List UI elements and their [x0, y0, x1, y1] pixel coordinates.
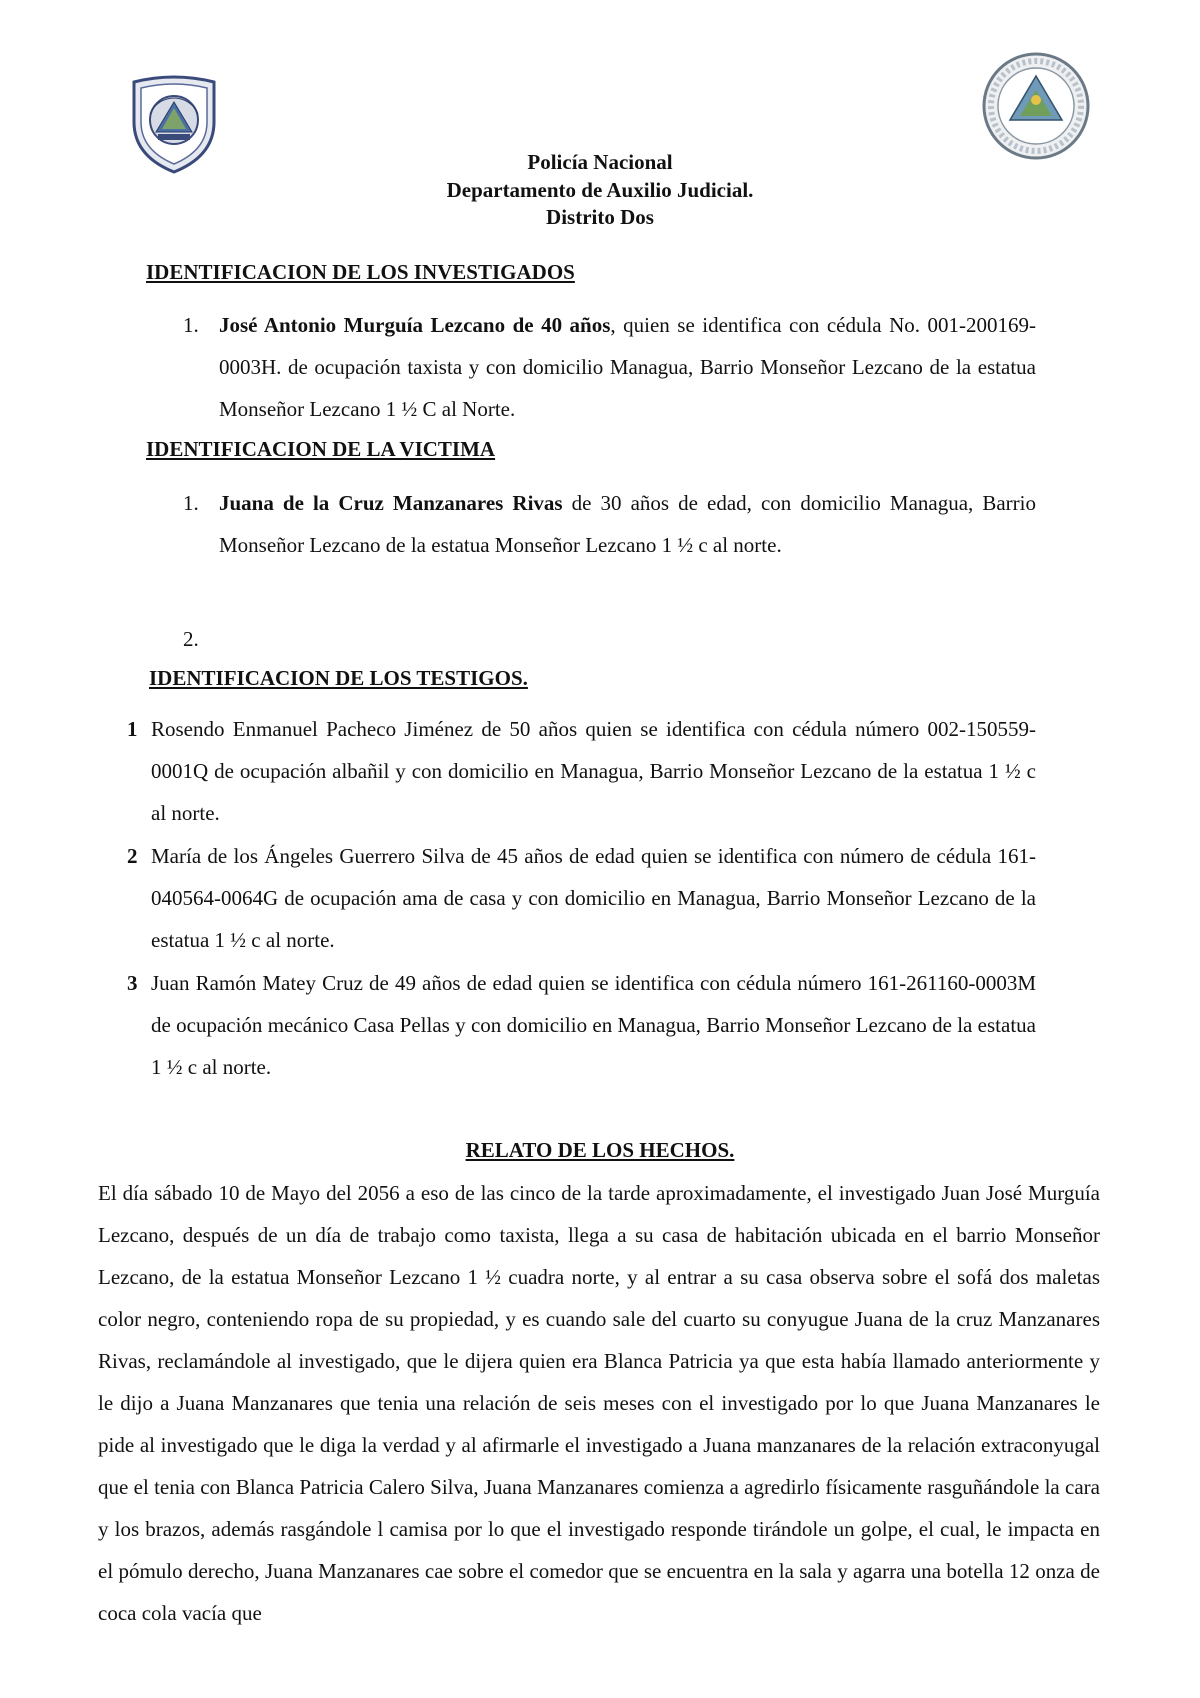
victima-item	[183, 482, 1036, 566]
investigado-name: José Antonio Murguía Lezcano de 40 años	[219, 313, 611, 337]
testigo-number: 1	[127, 717, 138, 741]
header-district: Distrito Dos	[546, 205, 654, 229]
heading-testigos: IDENTIFICACION DE LOS TESTIGOS.	[149, 666, 528, 690]
header-department: Departamento de Auxilio Judicial.	[446, 178, 754, 202]
testigo-number: 2	[127, 844, 138, 868]
header-police-name: Policía Nacional	[527, 150, 673, 174]
testigo-item	[127, 708, 1036, 834]
heading-investigados: IDENTIFICACION DE LOS INVESTIGADOS	[146, 260, 575, 284]
heading-victima: IDENTIFICACION DE LA VICTIMA	[146, 437, 496, 461]
heading-relato: RELATO DE LOS HECHOS.	[465, 1138, 735, 1162]
testigo-text: Rosendo Enmanuel Pacheco Jiménez de 50 años quien se identifica con cédula número 002-150559-0001Q de ocupación albañil y con domicilio en Managua, Barrio Monseñor Lezcano de la estatua 1 ½ c al norte.	[151, 717, 1036, 825]
testigo-item	[127, 962, 1036, 1088]
victima-text	[219, 482, 1036, 566]
investigado-details: , quien se identifica con cédula No. 001-200169-0003H. de ocupación taxista y con domicilio Managua, Barrio Monseñor Lezcano de la estatua Monseñor Lezcano 1 ½ C al Norte.	[219, 313, 1036, 421]
victima-number: 1.	[183, 491, 199, 515]
testigo-item	[127, 835, 1036, 961]
testigo-number: 3	[127, 971, 138, 995]
relato-paragraph: El día sábado 10 de Mayo del 2056 a eso de las cinco de la tarde aproximadamente, el investigado Juan José Murguía Lezcano, después de un día de trabajo como taxista, llega a su casa de habitación ubicada en el barrio Monseñor Lezcano, de la estatua Monseñor Lezcano 1 ½ cuadra norte, y al entrar a su casa observa sobre el sofá dos maletas color negro, conteniendo ropa de su propiedad, y es cuando sale del cuarto su conyugue Juana de la cruz Manzanares Rivas, reclamándole al investigado, que le dijera quien era Blanca Patricia ya que esta había llamado anteriormente y le dijo a Juana Manzanares que tenia una relación de seis meses con el investigado por lo que Juana Manzanares le pide al investigado que le diga la verdad y al afirmarle el investigado a Juana manzanares de la relación extraconyugal que el tenia con Blanca Patricia Calero Silva, Juana Manzanares comienza a agredirlo físicamente rasguñándole la cara y los brazos, además rasgándole l camisa por lo que el investigado responde tirándole un golpe, el cual, le impacta en el pómulo derecho, Juana Manzanares cae sobre el comedor que se encuentra en la sala y agarra una botella 12 onza de coca cola vacía que	[98, 1181, 1100, 1625]
investigado-number: 1.	[183, 313, 199, 337]
victima-name: Juana de la Cruz Manzanares Rivas	[219, 491, 563, 515]
investigado-item	[183, 304, 1036, 430]
victima-number-2: 2.	[183, 627, 199, 651]
victima-details: de 30 años de edad, con domicilio Managua, Barrio Monseñor Lezcano de la estatua Monseñor Lezcano 1 ½ c al norte.	[219, 491, 1036, 557]
testigo-text: Juan Ramón Matey Cruz de 49 años de edad quien se identifica con cédula número 161-261160-0003M de ocupación mecánico Casa Pellas y con domicilio en Managua, Barrio Monseñor Lezcano de la estatua 1 ½ c al norte.	[151, 971, 1036, 1079]
testigo-text: María de los Ángeles Guerrero Silva de 45 años de edad quien se identifica con número de cédula 161-040564-0064G de ocupación ama de casa y con domicilio en Managua, Barrio Monseñor Lezcano de la estatua 1 ½ c al norte.	[151, 844, 1036, 952]
investigado-text	[219, 304, 1036, 430]
republica-de-nicaragua-seal-logo	[980, 50, 1092, 162]
